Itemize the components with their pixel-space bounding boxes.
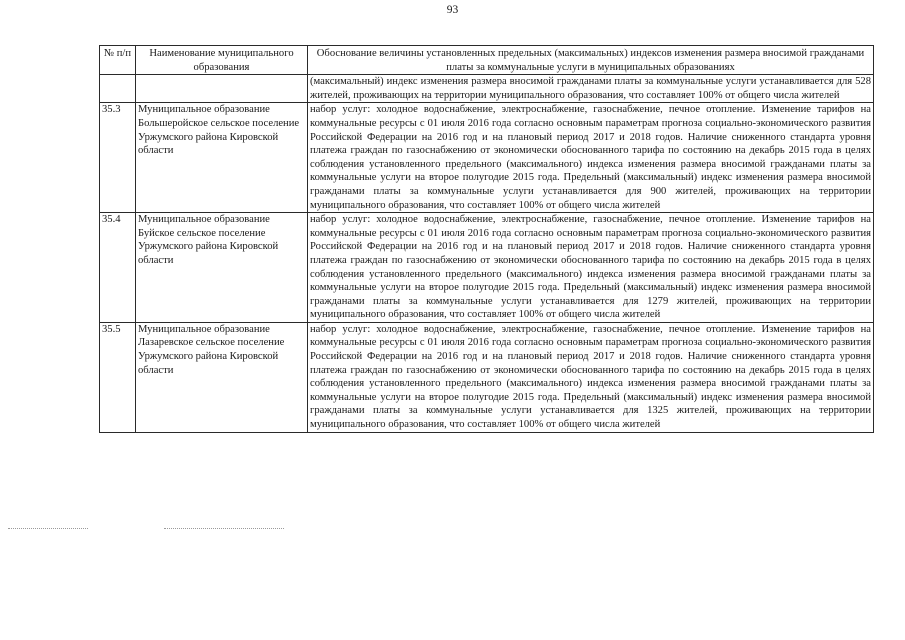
row-municipality: Муниципальное образование Буйское сельское поселение Уржумского района Кировской области: [136, 213, 308, 323]
table-row: [100, 103, 874, 213]
row-number: 35.4: [100, 213, 136, 323]
row-municipality: Муниципальное образование Лазаревское сельское поселение Уржумского района Кировской области: [136, 322, 308, 432]
row-municipality: [136, 75, 308, 103]
row-number: [100, 75, 136, 103]
scan-artifact-mid: [164, 528, 284, 529]
table-header-row: [100, 46, 874, 75]
row-justification: набор услуг: холодное водоснабжение, электроснабжение, газоснабжение, печное отопление. Изменение тарифов на коммунальные ресурсы с 01 июля 2016 года согласно основным параметрам прогноза социально-экономического развития Российской Федерации на 2016 год и на плановый период 2017 и 2018 годов. Наличие сниженного стандарта уровня платежа граждан по газоснабжению от экономически обоснованного тарифа по состоянию на декабрь 2015 года в целях соблюдения установленного предельного (максимального) индекса изменения размера вносимой гражданами платы за коммунальные услуги на второе полугодие 2015 года. Предельный (максимальный) индекс изменения размера вносимой гражданами платы за коммунальные услуги устанавливается для 900 жителей, проживающих на территории муниципального образования, что составляет 100% от общего числа жителей: [308, 103, 874, 213]
page-number: 93: [446, 4, 459, 16]
scan-artifact-left: [8, 528, 88, 529]
row-justification: набор услуг: холодное водоснабжение, электроснабжение, газоснабжение, печное отопление. Изменение тарифов на коммунальные ресурсы с 01 июля 2016 года согласно основным параметрам прогноза социально-экономического развития Российской Федерации на 2016 год и на плановый период 2017 и 2018 годов. Наличие сниженного стандарта уровня платежа граждан по газоснабжению от экономически обоснованного тарифа по состоянию на декабрь 2015 года в целях соблюдения установленного предельного (максимального) индекса изменения размера вносимой гражданами платы за коммунальные услуги на второе полугодие 2015 года. Предельный (максимальный) индекс изменения размера вносимой гражданами платы за коммунальные услуги устанавливается для 1325 жителей, проживающих на территории муниципального образования, что составляет 100% от общего числа жителей: [308, 322, 874, 432]
municipal-tariff-table: [99, 45, 874, 433]
header-justification: Обоснование величины установленных предельных (максимальных) индексов изменения размера вносимой гражданами платы за коммунальные услуги в муниципальных образованиях: [308, 46, 874, 75]
header-number: № п/п: [100, 46, 136, 75]
table-row: [100, 213, 874, 323]
row-number: 35.3: [100, 103, 136, 213]
row-municipality: Муниципальное образование Большеройское сельское поселение Уржумского района Кировской области: [136, 103, 308, 213]
table-row: [100, 75, 874, 103]
row-number: 35.5: [100, 322, 136, 432]
header-municipality: Наименование муниципального образования: [136, 46, 308, 75]
table-row: [100, 322, 874, 432]
row-justification: набор услуг: холодное водоснабжение, электроснабжение, газоснабжение, печное отопление. Изменение тарифов на коммунальные ресурсы с 01 июля 2016 года согласно основным параметрам прогноза социально-экономического развития Российской Федерации на 2016 год и на плановый период 2017 и 2018 годов. Наличие сниженного стандарта уровня платежа граждан по газоснабжению от экономически обоснованного тарифа по состоянию на декабрь 2015 года в целях соблюдения установленного предельного (максимального) индекса изменения размера вносимой гражданами платы за коммунальные услуги на второе полугодие 2015 года. Предельный (максимальный) индекс изменения размера вносимой гражданами платы за коммунальные услуги устанавливается для 1279 жителей, проживающих на территории муниципального образования, что составляет 100% от общего числа жителей: [308, 213, 874, 323]
row-justification: (максимальный) индекс изменения размера вносимой гражданами платы за коммунальные услуги устанавливается для 528 жителей, проживающих на территории муниципального образования, что составляет 100% от общего числа жителей: [308, 75, 874, 103]
